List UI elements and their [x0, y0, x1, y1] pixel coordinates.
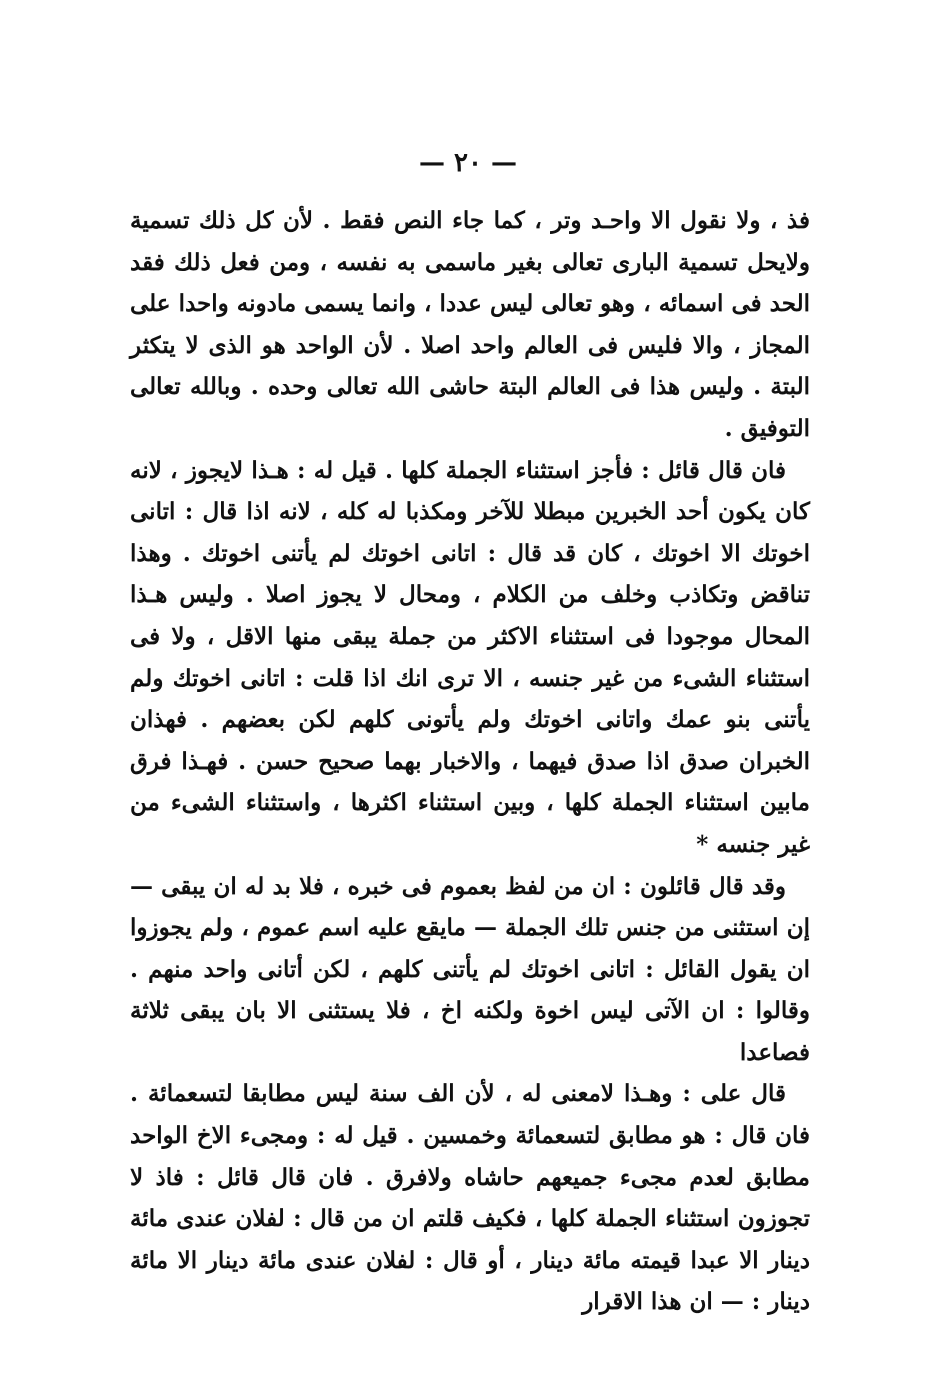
paragraph: قال على : وهـذا لامعنى له ، لأن الف سنة ليس مطابقا لتسعمائة . فان قال : هو مطابق لتسعمائة وخمسين . قيل له : ومجىء الاخ الواحد مطابق لعدم مجىء جميعهم حاشاه ولافرق . فان قال قائل : فاذ لا تجوزون استثناء الجملة كلها ، فكيف قلتم ان من قال : لفلان عندى مائة دينار الا عبدا قيمته مائة دينار ، أو قال : لفلان عندى مائة دينار الا مائة دينار : — ان هذا الاقرار — [130, 1080, 810, 1316]
paragraph: وقد قال قائلون : ان من لفظ بعموم فى خبره ، فلا بد له ان يبقى — إن استثنى من جنس تلك الجملة — مايقع عليه اسم عموم ، ولم يجوزوا ان يقول القائل : اتانى اخوتك لم يأتنى كلهم ، لكن أتانى واحد منهم . وقالوا : ان الآتى ليس اخوة ولكنه اخ ، فلا يستثنى الا بان يبقى ثلاثة فصاعدا — [130, 872, 810, 1066]
paragraph: فذ ، ولا نقول الا واحـد وتر ، كما جاء النص فقط . لأن كل ذلك تسمية ولايحل تسمية البارى تعالى بغير ماسمى به نفسه ، ومن فعل ذلك فقد الحد فى اسمائه ، وهو تعالى ليس عددا ، وانما يسمى مادونه واحدا على المجاز ، والا فليس فى العالم واحد اصلا . لأن الواحد هو الذى لا يتكثر البتة . وليس هذا فى العالم البتة حاشى الله تعالى وحده . وبالله تعالى التوفيق . — [130, 207, 810, 442]
body-text — [130, 200, 810, 1323]
page-number: — ٢٠ — — [418, 148, 518, 178]
paragraph: فان قال قائل : فأجز استثناء الجملة كلها . قيل له : هـذا لايجوز ، لانه كان يكون أحد الخبرين مبطلا للآخر ومكذبا له كله ، لانه اذا قال : اتانى اخوتك الا اخوتك ، كان قد قال : اتانى اخوتك لم يأتنى اخوتك . وهذا تناقض وتكاذب وخلف من الكلام ، ومحال لا يجوز اصلا . وليس هـذا المحال موجودا فى استثناء الاكثر من جملة يبقى منها الاقل ، ولا فى استثناء الشىء من غير جنسه ، الا ترى انك اذا قلت : اتانى اخوتك ولم يأتنى بنو عمك واتانى اخوتك ولم يأتونى كلهم لكن بعضهم . فهذان الخبران صدق اذا صدق فيهما ، والاخبار بهما صحيح حسن . فهـذا فرق مابين استثناء الجملة كلها ، وبين استثناء اكثرها ، واستثناء الشىء من غير جنسه * — [130, 456, 810, 858]
